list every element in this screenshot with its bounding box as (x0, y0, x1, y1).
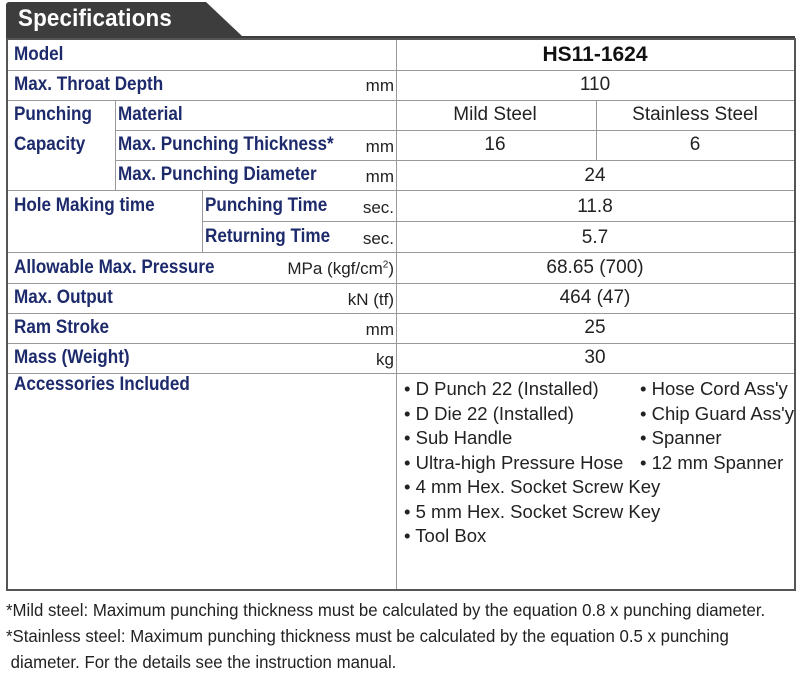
list-item: • 4 mm Hex. Socket Screw Key (404, 476, 661, 497)
model-value: HS11-1624 (542, 43, 648, 66)
pressure-value: 68.65 (700) (546, 257, 644, 278)
thickness-unit: mm (365, 137, 394, 156)
list-item: • D Punch 22 (Installed) (404, 378, 599, 399)
hole-making-label: Hole Making time (14, 195, 155, 216)
footnote-continuation: diameter. For the details see the instruction manual. (6, 652, 397, 672)
returning-time-value: 5.7 (581, 227, 609, 248)
ram-stroke-label: Ram Stroke (14, 317, 110, 338)
row-divider (8, 100, 794, 101)
row-divider (115, 160, 794, 161)
list-item: • Tool Box (404, 525, 487, 546)
throat-depth-label: Max. Throat Depth (14, 74, 164, 95)
throat-depth-unit: mm (365, 76, 394, 95)
header-title: Specifications (18, 5, 172, 32)
thickness-label: Max. Punching Thickness* (118, 134, 334, 155)
list-item: • Sub Handle (404, 427, 513, 448)
ram-stroke-value: 25 (584, 317, 606, 338)
list-item: • Hose Cord Ass'y (640, 378, 788, 399)
material-stainless-steel: Stainless Steel (632, 104, 758, 125)
accessories-label: Accessories Included (14, 374, 190, 395)
list-item: • Ultra-high Pressure Hose (404, 451, 624, 473)
ram-stroke-unit: mm (365, 320, 394, 339)
mass-value: 30 (584, 347, 606, 368)
list-item: • Chip Guard Ass'y (640, 402, 794, 424)
diameter-unit: mm (365, 167, 394, 186)
accessories-list-right (640, 377, 794, 475)
throat-depth-value: 110 (579, 74, 611, 95)
thickness-mild: 16 (484, 134, 506, 155)
diameter-label: Max. Punching Diameter (118, 164, 317, 185)
spec-header (0, 0, 801, 38)
material-label: Material (118, 104, 183, 125)
row-divider (8, 190, 794, 191)
mass-label: Mass (Weight) (14, 347, 130, 368)
punching-time-label: Punching Time (205, 195, 328, 216)
returning-time-label: Returning Time (205, 226, 331, 247)
row-divider (8, 252, 794, 253)
thickness-stainless: 6 (689, 134, 701, 155)
output-unit: kN (tf) (347, 290, 394, 309)
footnote-mild-steel: *Mild steel: Maximum punching thickness must be calculated by the equation 0.8 x punching diameter. (6, 600, 766, 620)
list-item: • 12 mm Spanner (640, 451, 784, 473)
row-divider (8, 313, 794, 314)
row-divider (8, 283, 794, 284)
list-item: • D Die 22 (Installed) (404, 402, 574, 424)
model-label: Model (14, 44, 64, 65)
punching-time-value: 11.8 (577, 196, 613, 217)
footnote-stainless-steel: *Stainless steel: Maximum punching thickness must be calculated by the equation 0.5 x punching (6, 626, 729, 646)
output-value: 464 (47) (559, 287, 631, 308)
row-divider (8, 343, 794, 344)
row-divider (115, 130, 794, 131)
returning-time-unit: sec. (362, 229, 394, 248)
list-item: • 5 mm Hex. Socket Screw Key (404, 500, 661, 522)
group-column-divider (115, 100, 116, 190)
material-mild-steel: Mild Steel (453, 104, 537, 125)
diameter-value: 24 (584, 165, 606, 186)
punching-group-label: Punching (14, 104, 92, 125)
mass-unit: kg (376, 350, 394, 369)
list-item: • Spanner (640, 427, 722, 448)
group-column-divider (202, 190, 203, 252)
punching-time-unit: sec. (362, 198, 394, 217)
accessories-list-left (404, 377, 660, 549)
row-divider (8, 70, 794, 71)
output-label: Max. Output (14, 287, 113, 308)
pressure-label: Allowable Max. Pressure (14, 257, 215, 278)
row-divider (202, 221, 794, 222)
capacity-group-label: Capacity (14, 134, 86, 155)
pressure-unit: MPa $(kgf/cm^2)$ (287, 259, 394, 278)
